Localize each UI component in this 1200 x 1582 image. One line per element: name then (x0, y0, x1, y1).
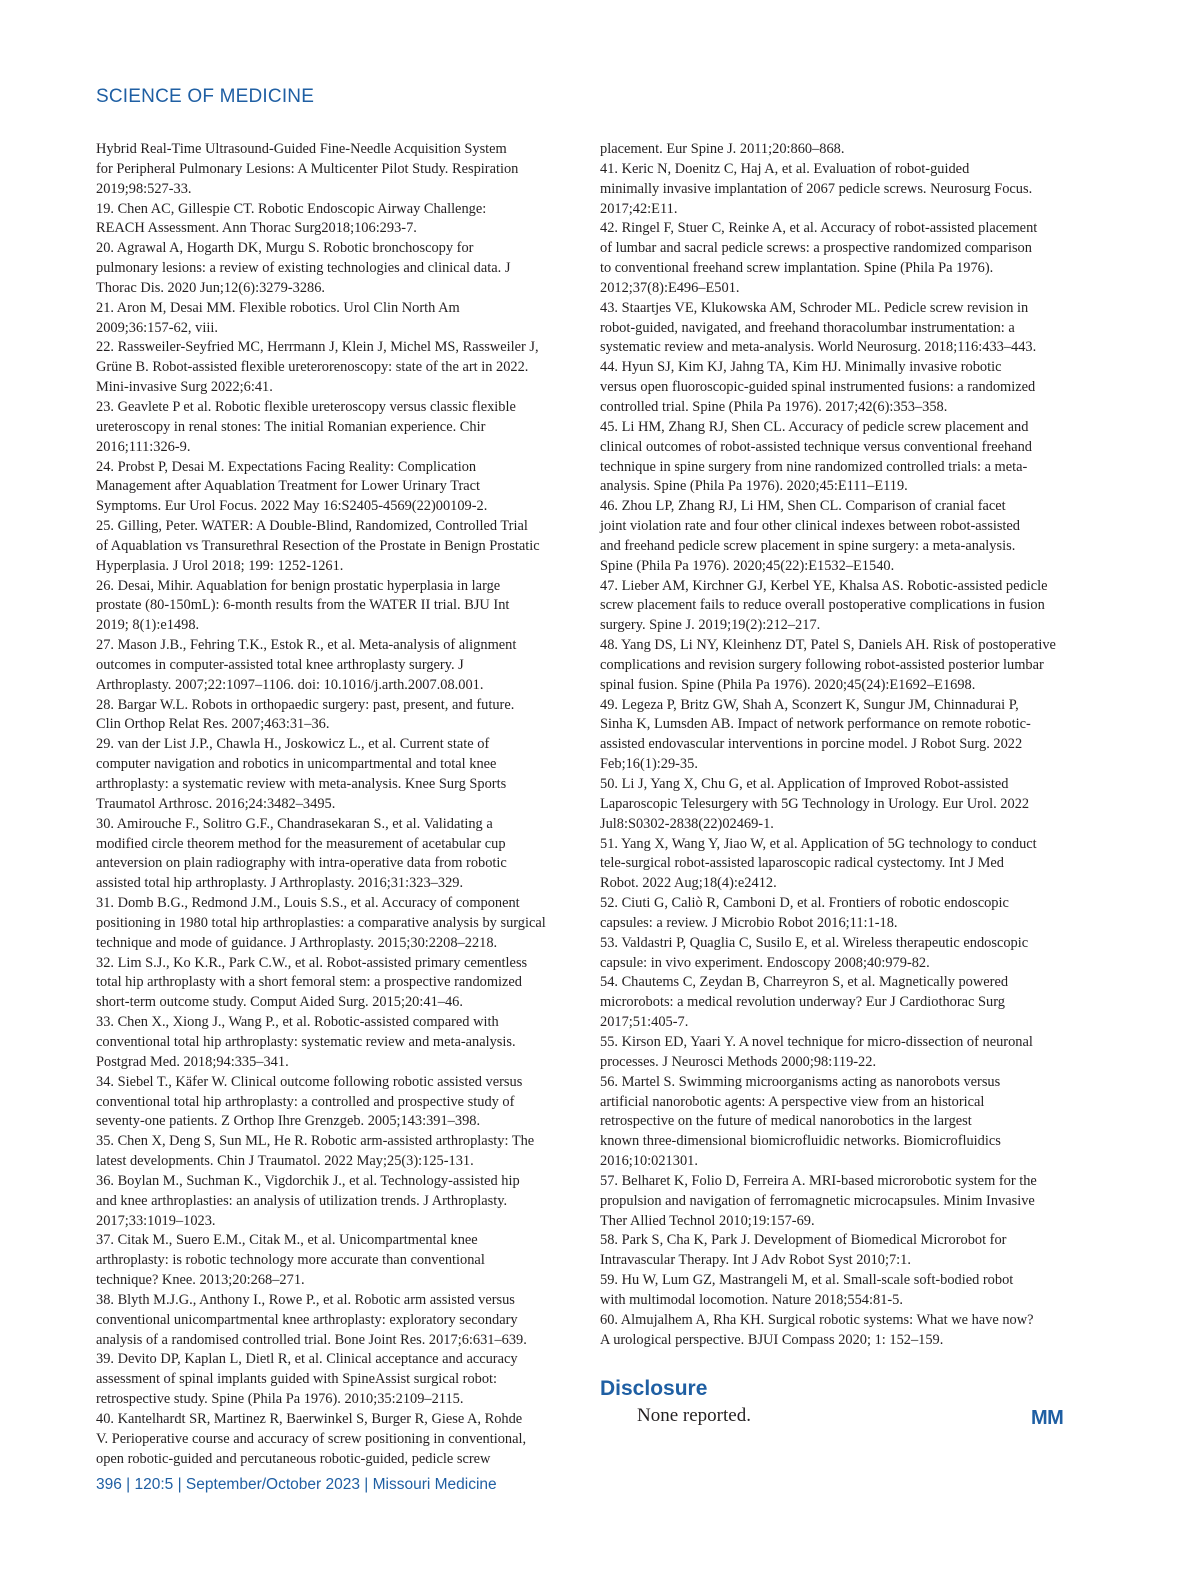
reference-line: Grüne B. Robot-assisted flexible ureterorenoscopy: state of the art in 2022. (96, 359, 529, 376)
reference-line: anteversion on plain radiography with intra-operative data from robotic (96, 855, 507, 872)
reference-line: 44. Hyun SJ, Kim KJ, Jahng TA, Kim HJ. Minimally invasive robotic (600, 359, 1002, 376)
reference-line: 39. Devito DP, Kaplan L, Dietl R, et al. Clinical acceptance and accuracy (96, 1351, 518, 1368)
reference-line: placement. Eur Spine J. 2011;20:860–868. (600, 141, 845, 157)
reference-line: arthroplasty: is robotic technology more accurate than conventional (96, 1252, 485, 1269)
reference-line: 49. Legeza P, Britz GW, Shah A, Sconzert K, Sungur JM, Chinnadurai P, (600, 696, 1019, 713)
reference-line: of lumbar and sacral pedicle screws: a prospective randomized comparison (600, 240, 1032, 257)
reference-line: pulmonary lesions: a review of existing technologies and clinical data. J (96, 260, 511, 277)
reference-line: and knee arthroplasties: an analysis of utilization trends. J Arthroplasty. (96, 1192, 508, 1209)
reference-line: 2016;10:021301. (600, 1153, 698, 1170)
reference-line: 2019; 8(1):e1498. (96, 617, 200, 634)
disclosure-text: None reported. (637, 1405, 751, 1426)
reference-line: 2019;98:527-33. (96, 180, 192, 197)
reference-line: Spine (Phila Pa 1976). 2020;45(22):E1532–E1540. (600, 557, 895, 574)
reference-line: Hybrid Real-Time Ultrasound-Guided Fine-Needle Acquisition System (96, 141, 507, 157)
reference-line: 40. Kantelhardt SR, Martinez R, Baerwinkel S, Burger R, Giese A, Rohde (96, 1411, 523, 1427)
reference-line: conventional total hip arthroplasty: systematic review and meta-analysis. (96, 1033, 516, 1050)
reference-line: 53. Valdastri P, Quaglia C, Susilo E, et al. Wireless therapeutic endoscopic (600, 934, 1029, 951)
reference-line: 27. Mason J.B., Fehring T.K., Estok R., et al. Meta-analysis of alignment (96, 637, 517, 654)
reference-line: artificial nanorobotic agents: A perspective view from an historical (600, 1093, 985, 1110)
reference-line: 2016;111:326-9. (96, 438, 191, 455)
reference-line: retrospective on the future of medical nanorobotics in the largest (600, 1113, 972, 1130)
reference-line: 36. Boylan M., Suchman K., Vigdorchik J., et al. Technology-assisted hip (96, 1172, 520, 1189)
reference-line: 45. Li HM, Zhang RJ, Shen CL. Accuracy of pedicle screw placement and (600, 418, 1029, 435)
reference-line: joint violation rate and four other clinical indexes between robot-assisted (600, 518, 1020, 535)
reference-line: 35. Chen X, Deng S, Sun ML, He R. Robotic arm-assisted arthroplasty: The (96, 1133, 535, 1150)
reference-line: 41. Keric N, Doenitz C, Haj A, et al. Evaluation of robot-guided (600, 160, 970, 177)
reference-line: Laparoscopic Telesurgery with 5G Technology in Urology. Eur Urol. 2022 (600, 795, 1030, 812)
reference-line: 57. Belharet K, Folio D, Ferreira A. MRI-based microrobotic system for the (600, 1172, 1037, 1189)
reference-line: 20. Agrawal A, Hogarth DK, Murgu S. Robotic bronchoscopy for (96, 240, 474, 257)
reference-line: V. Perioperative course and accuracy of screw positioning in conventional, (96, 1430, 527, 1447)
reference-line: Thorac Dis. 2020 Jun;12(6):3279-3286. (96, 279, 326, 296)
reference-line: complications and revision surgery following robot-assisted posterior lumbar (600, 656, 1044, 673)
reference-line: Arthroplasty. 2007;22:1097–1106. doi: 10.1016/j.arth.2007.08.001. (96, 676, 484, 693)
reference-line: Jul8:S0302-2838(22)02469-1. (600, 815, 774, 832)
reference-line: robot-guided, navigated, and freehand thoracolumbar instrumentation: a (600, 319, 1015, 336)
reference-line: minimally invasive implantation of 2067 pedicle screws. Neurosurg Focus. (600, 180, 1033, 197)
reference-line: assessment of spinal implants guided with SpineAssist surgical robot: (96, 1371, 498, 1388)
reference-line: for Peripheral Pulmonary Lesions: A Multicenter Pilot Study. Respiration (96, 160, 519, 177)
reference-line: clinical outcomes of robot-assisted technique versus conventional freehand (600, 438, 1032, 455)
reference-line: processes. J Neurosci Methods 2000;98:119-22. (600, 1053, 877, 1070)
reference-line: seventy-one patients. Z Orthop Ihre Grenzgeb. 2005;143:391–398. (96, 1113, 481, 1130)
reference-line: 52. Ciuti G, Caliò R, Camboni D, et al. Frontiers of robotic endoscopic (600, 895, 1009, 912)
reference-line: systematic review and meta-analysis. World Neurosurg. 2018;116:433–443. (600, 339, 1037, 356)
reference-line: technique and mode of guidance. J Arthroplasty. 2015;30:2208–2218. (96, 934, 498, 951)
reference-line: 26. Desai, Mihir. Aquablation for benign prostatic hyperplasia in large (96, 577, 501, 594)
reference-line: 51. Yang X, Wang Y, Jiao W, et al. Application of 5G technology to conduct (600, 835, 1037, 852)
reference-line: ureteroscopy in renal stones: The initial Romanian experience. Chir (96, 418, 486, 435)
reference-line: latest developments. Chin J Traumatol. 2022 May;25(3):125-131. (96, 1153, 474, 1170)
page-footer: 396 | 120:5 | September/October 2023 | Missouri Medicine (96, 1476, 497, 1493)
disclosure-heading: Disclosure (600, 1377, 708, 1400)
reference-line: propulsion and navigation of ferromagnetic microcapsules. Minim Invasive (600, 1192, 1035, 1209)
reference-line: 34. Siebel T., Käfer W. Clinical outcome following robotic assisted versus (96, 1073, 523, 1090)
reference-line: A urological perspective. BJUI Compass 2020; 1: 152–159. (600, 1331, 944, 1348)
reference-line: assisted endovascular interventions in porcine model. J Robot Surg. 2022 (600, 736, 1023, 753)
reference-line: 19. Chen AC, Gillespie CT. Robotic Endoscopic Airway Challenge: (96, 200, 487, 217)
reference-line: capsules: a review. J Microbio Robot 2016;11:1-18. (600, 914, 898, 931)
reference-line: Postgrad Med. 2018;94:335–341. (96, 1053, 289, 1070)
reference-line: outcomes in computer-assisted total knee arthroplasty surgery. J (96, 656, 464, 673)
reference-line: 54. Chautems C, Zeydan B, Charreyron S, et al. Magnetically powered (600, 974, 1009, 991)
reference-line: 22. Rassweiler-Seyfried MC, Herrmann J, Klein J, Michel MS, Rassweiler J, (96, 339, 539, 356)
reference-line: 47. Lieber AM, Kirchner GJ, Kerbel YE, Khalsa AS. Robotic-assisted pedicle (600, 577, 1048, 594)
reference-line: and freehand pedicle screw placement in spine surgery: a meta-analysis. (600, 537, 1016, 554)
reference-line: Hyperplasia. J Urol 2018; 199: 1252-1261. (96, 557, 344, 574)
reference-line: open robotic-guided and percutaneous robotic-guided, pedicle screw (96, 1450, 491, 1467)
reference-line: 33. Chen X., Xiong J., Wang P., et al. Robotic-assisted compared with (96, 1014, 499, 1031)
reference-line: assisted total hip arthroplasty. J Arthroplasty. 2016;31:323–329. (96, 875, 464, 892)
reference-line: 58. Park S, Cha K, Park J. Development of Biomedical Microrobot for (600, 1232, 1007, 1249)
reference-line: known three-dimensional biomicrofluidic networks. Biomicrofluidics (600, 1133, 1001, 1150)
reference-line: conventional total hip arthroplasty: a controlled and prospective study of (96, 1093, 515, 1110)
reference-line: REACH Assessment. Ann Thorac Surg2018;106:293-7. (96, 220, 417, 237)
reference-line: Clin Orthop Relat Res. 2007;463:31–36. (96, 716, 330, 733)
reference-line: capsule: in vivo experiment. Endoscopy 2008;40:979-82. (600, 954, 930, 971)
reference-line: with multimodal locomotion. Nature 2018;554:81-5. (600, 1291, 903, 1308)
end-mark-logo: MM (1031, 1407, 1064, 1429)
reference-line: 38. Blyth M.J.G., Anthony I., Rowe P., et al. Robotic arm assisted versus (96, 1291, 515, 1308)
reference-line: 46. Zhou LP, Zhang RJ, Li HM, Shen CL. Comparison of cranial facet (600, 498, 1006, 515)
references-left-column (96, 140, 582, 1470)
reference-line: 32. Lim S.J., Ko K.R., Park C.W., et al. Robot-assisted primary cementless (96, 954, 528, 971)
reference-line: 48. Yang DS, Li NY, Kleinhenz DT, Patel S, Daniels AH. Risk of postoperative (600, 637, 1056, 654)
reference-line: arthroplasty: a systematic review with meta-analysis. Knee Surg Sports (96, 776, 507, 792)
reference-line: retrospective study. Spine (Phila Pa 1976). 2010;35:2109–2115. (96, 1391, 464, 1408)
reference-line: screw placement fails to reduce overall postoperative complications in fusion (600, 597, 1045, 614)
reference-line: 2009;36:157-62, viii. (96, 319, 218, 336)
reference-line: 37. Citak M., Suero E.M., Citak M., et al. Unicompartmental knee (96, 1232, 478, 1249)
reference-line: 56. Martel S. Swimming microorganisms acting as nanorobots versus (600, 1073, 1001, 1090)
reference-line: analysis of a randomised controlled trial. Bone Joint Res. 2017;6:631–639. (96, 1331, 527, 1348)
reference-line: 60. Almujalhem A, Rha KH. Surgical robotic systems: What we have now? (600, 1311, 1034, 1328)
reference-line: controlled trial. Spine (Phila Pa 1976). 2017;42(6):353–358. (600, 398, 948, 415)
reference-line: Feb;16(1):29-35. (600, 756, 698, 773)
reference-line: Symptoms. Eur Urol Focus. 2022 May 16:S2405-4569(22)00109-2. (96, 498, 488, 515)
reference-line: of Aquablation vs Transurethral Resection of the Prostate in Benign Prostatic (96, 537, 540, 554)
reference-line: 30. Amirouche F., Solitro G.F., Chandrasekaran S., et al. Validating a (96, 815, 493, 832)
reference-line: Management after Aquablation Treatment for Lower Urinary Tract (96, 478, 481, 495)
reference-line: modified circle theorem method for the measurement of acetabular cup (96, 835, 506, 852)
reference-line: 21. Aron M, Desai MM. Flexible robotics. Urol Clin North Am (96, 299, 460, 316)
reference-line: Mini-invasive Surg 2022;6:41. (96, 379, 273, 396)
reference-line: conventional unicompartmental knee arthroplasty: exploratory secondary (96, 1311, 518, 1328)
reference-line: 24. Probst P, Desai M. Expectations Facing Reality: Complication (96, 458, 477, 475)
reference-line: Traumatol Arthrosc. 2016;24:3482–3495. (96, 795, 336, 812)
reference-line: analysis. Spine (Phila Pa 1976). 2020;45:E111–E119. (600, 478, 908, 495)
reference-line: computer navigation and robotics in unicompartmental and total knee (96, 756, 497, 773)
reference-line: 59. Hu W, Lum GZ, Mastrangeli M, et al. Small-scale soft-bodied robot (600, 1272, 1014, 1289)
reference-line: technique? Knee. 2013;20:268–271. (96, 1272, 305, 1289)
reference-line: 29. van der List J.P., Chawla H., Joskowicz L., et al. Current state of (96, 736, 490, 753)
reference-line: 2017;51:405-7. (600, 1014, 689, 1031)
reference-line: 2017;33:1019–1023. (96, 1212, 216, 1229)
reference-line: 25. Gilling, Peter. WATER: A Double-Blind, Randomized, Controlled Trial (96, 518, 528, 535)
reference-line: 2017;42:E11. (600, 200, 678, 217)
reference-line: 43. Staartjes VE, Klukowska AM, Schroder ML. Pedicle screw revision in (600, 299, 1029, 316)
references-right-column (600, 140, 1078, 1350)
reference-line: 42. Ringel F, Stuer C, Reinke A, et al. Accuracy of robot-assisted placement (600, 220, 1038, 237)
reference-line: 31. Domb B.G., Redmond J.M., Louis S.S., et al. Accuracy of component (96, 895, 520, 912)
reference-line: to conventional freehand screw implantation. Spine (Phila Pa 1976). (600, 260, 994, 277)
reference-line: short-term outcome study. Comput Aided Surg. 2015;20:41–46. (96, 994, 463, 1011)
reference-line: 23. Geavlete P et al. Robotic flexible ureteroscopy versus classic flexible (96, 398, 516, 415)
reference-line: tele-surgical robot-assisted laparoscopic radical cystectomy. Int J Med (600, 855, 1005, 872)
reference-line: Sinha K, Lumsden AB. Impact of network performance on remote robotic- (600, 716, 1031, 733)
reference-line: 28. Bargar W.L. Robots in orthopaedic surgery: past, present, and future. (96, 696, 515, 713)
reference-line: prostate (80-150mL): 6-month results from the WATER II trial. BJU Int (96, 597, 510, 614)
reference-line: total hip arthroplasty with a short femoral stem: a prospective randomized (96, 974, 522, 991)
reference-line: versus open fluoroscopic-guided spinal instrumented fusions: a randomized (600, 379, 1036, 396)
reference-line: Robot. 2022 Aug;18(4):e2412. (600, 875, 777, 892)
reference-line: surgery. Spine J. 2019;19(2):212–217. (600, 617, 821, 634)
reference-line: spinal fusion. Spine (Phila Pa 1976). 2020;45(24):E1692–E1698. (600, 676, 976, 693)
reference-line: Intravascular Therapy. Int J Adv Robot Syst 2010;7:1. (600, 1252, 911, 1269)
section-header: SCIENCE OF MEDICINE (96, 86, 315, 107)
reference-line: 2012;37(8):E496–E501. (600, 279, 740, 296)
reference-line: microrobots: a medical revolution underway? Eur J Cardiothorac Surg (600, 994, 1005, 1011)
reference-line: positioning in 1980 total hip arthroplasties: a comparative analysis by surgical (96, 914, 546, 931)
reference-line: Ther Allied Technol 2010;19:157-69. (600, 1212, 815, 1229)
reference-line: technique in spine surgery from nine randomized controlled trials: a meta- (600, 458, 1028, 475)
reference-line: 50. Li J, Yang X, Chu G, et al. Application of Improved Robot-assisted (600, 776, 1009, 792)
reference-line: 55. Kirson ED, Yaari Y. A novel technique for micro-dissection of neuronal (600, 1033, 1033, 1050)
